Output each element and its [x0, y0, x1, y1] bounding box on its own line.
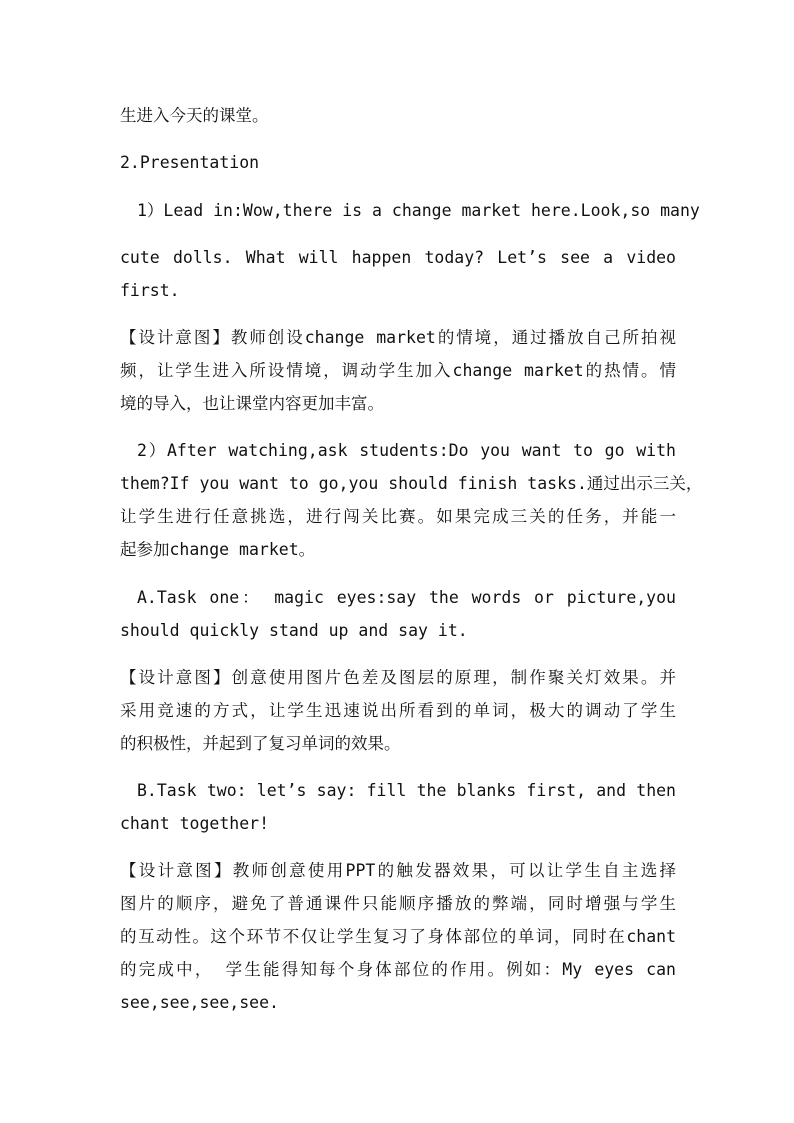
intent-3-line-2: 图片的顺序，避免了普通课件只能顺序播放的弊端，同时增强与学生 — [120, 894, 676, 913]
lead-in-line-1: 1）Lead in:Wow,there is a change market here.Look,so many — [137, 201, 700, 220]
lead-in-line-3: first. — [120, 281, 180, 300]
intent-3-line-1: 【设计意图】教师创意使用PPT的触发器效果，可以让学生自主选择 — [120, 861, 676, 880]
section-title: 2.Presentation — [120, 153, 260, 172]
intent-1-line-3: 境的导入，也让课堂内容更加丰富。 — [120, 394, 384, 413]
intent-3-line-3: 的互动性。这个环节不仅让学生复习了身体部位的单词，同时在chant — [120, 927, 676, 946]
intent-1-line-1: 【设计意图】教师创设change market的情境，通过播放自己所拍视 — [120, 328, 676, 347]
task-two-line-2: chant together! — [120, 814, 270, 833]
after-watching-line-2: them?If you want to go,you should finish tasks.通过出示三关， — [120, 474, 703, 493]
lead-in-line-2: cute dolls. What will happen today? Let’s see a video — [120, 248, 676, 267]
intent-2-line-2: 采用竞速的方式，让学生迅速说出所看到的单词，极大的调动了学生 — [120, 701, 676, 720]
intent-2-line-3: 的积极性，并起到了复习单词的效果。 — [120, 734, 401, 753]
after-watching-line-4: 起参加change market。 — [120, 540, 316, 559]
intent-3-line-4: 的完成中， 学生能得知每个身体部位的作用。例如：My eyes can — [120, 960, 676, 979]
task-one-line-2: should quickly stand up and say it. — [120, 621, 468, 640]
after-watching-line-1: 2）After watching,ask students:Do you want to go with — [137, 441, 676, 460]
task-two-line-1: B.Task two: let’s say: fill the blanks first, and then — [137, 781, 676, 800]
intent-3-line-5: see,see,see,see. — [120, 993, 279, 1012]
task-one-line-1: A.Task one： magic eyes:say the words or picture,you — [137, 588, 676, 607]
intent-2-line-1: 【设计意图】创意使用图片色差及图层的原理，制作聚关灯效果。并 — [120, 668, 676, 687]
intent-1-line-2: 频，让学生进入所设情境，调动学生加入change market的热情。情 — [120, 361, 676, 380]
after-watching-line-3: 让学生进行任意挑选，进行闯关比赛。如果完成三关的任务，并能一 — [120, 507, 676, 526]
intro-continuation: 生进入今天的课堂。 — [120, 106, 269, 125]
